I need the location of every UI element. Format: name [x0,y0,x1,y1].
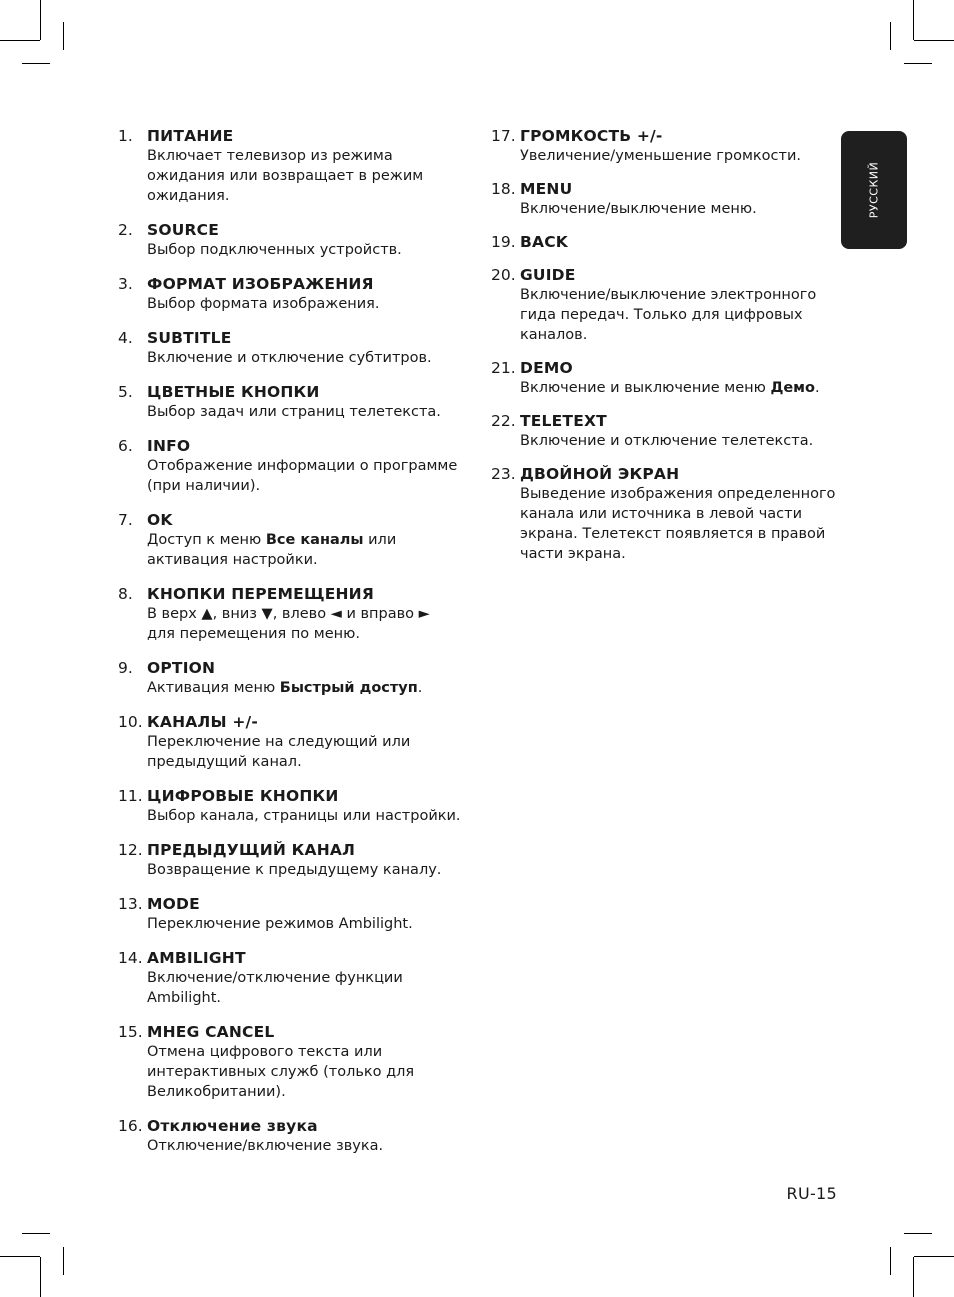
desc-text: . [417,680,423,696]
crop-mark [904,1233,932,1234]
item-title: ГРОМКОСТЬ +/- [520,127,663,145]
item-number: 13. [118,895,143,913]
item-number: 9. [118,659,133,677]
item-number: 5. [118,383,133,401]
desc-text: . [815,380,820,396]
item-title: MENU [520,180,573,198]
list-item [118,382,468,422]
item-title: GUIDE [520,266,576,284]
desc-text: Включение и выключение меню [520,380,771,396]
item-description: Возвращение к предыдущему каналу. [147,862,442,878]
item-title: AMBILIGHT [147,949,246,967]
desc-text: Активация меню [147,680,280,696]
item-title: OK [147,511,173,529]
crop-mark [0,40,40,41]
item-number: 19. [491,233,516,251]
item-title: BACK [520,233,568,251]
item-title: OPTION [147,659,216,677]
item-title: ЦИФРОВЫЕ КНОПКИ [147,787,339,805]
item-number: 3. [118,275,133,293]
item-description: Выбор задач или страниц телетекста. [147,404,441,420]
item-title: SUBTITLE [147,329,232,347]
item-description: Ambilight. [147,990,222,1006]
item-number: 23. [491,465,516,483]
list-item [118,220,468,260]
item-description: Включение/отключение функции [147,970,403,986]
item-description: Включение и отключение телетекста. [520,433,814,449]
list-item [118,894,468,934]
item-description: гида передач. Только для цифровых [520,307,803,323]
item-number: 14. [118,949,143,967]
item-description: Выбор формата изображения. [147,296,380,312]
crop-mark [22,1233,50,1234]
list-item [118,328,468,368]
item-title: SOURCE [147,221,220,239]
language-tab-label: РУССКИЙ [867,161,881,219]
item-description: интерактивных служб (только для [147,1064,415,1080]
item-title: DEMO [520,359,573,377]
desc-text: Доступ к меню [147,532,266,548]
item-title: TELETEXT [520,412,607,430]
item-title: ЦВЕТНЫЕ КНОПКИ [147,383,320,401]
left-column [118,126,468,1156]
item-number: 11. [118,787,143,805]
item-number: 7. [118,511,133,529]
list-item [118,436,468,496]
item-number: 10. [118,713,143,731]
item-title: MODE [147,895,200,913]
list-item [118,1116,468,1156]
page-number: RU-15 [786,1184,837,1203]
item-description: Выбор канала, страницы или настройки. [147,808,461,824]
menu-name: Все каналы [265,532,364,548]
item-title: КНОПКИ ПЕРЕМЕЩЕНИЯ [147,585,374,603]
list-item [118,584,468,644]
item-description: Выведение изображения определенного [520,486,836,502]
item-description: части экрана. [520,546,626,562]
list-item [118,658,468,698]
item-number: 12. [118,841,143,859]
item-title: MHEG CANCEL [147,1023,275,1041]
item-number: 17. [491,127,516,145]
crop-mark [904,63,932,64]
list-item [491,179,836,219]
list-item [491,265,836,345]
list-item [491,358,836,398]
item-description: канала или источника в левой части [520,506,803,522]
item-description: Включение/выключение электронного [520,287,817,303]
language-tab [841,131,907,249]
right-column [491,126,836,564]
item-number: 22. [491,412,516,430]
crop-mark [63,22,64,50]
list-item [118,126,468,206]
item-description: Включение и отключение субтитров. [147,350,432,366]
item-description: Включает телевизор из режима [147,148,393,164]
item-description: Переключение на следующий или [147,734,411,750]
list-item [118,1022,468,1102]
item-description: Включение/выключение меню. [520,201,757,217]
list-item [491,232,836,252]
item-number: 4. [118,329,133,347]
list-item [118,712,468,772]
item-description: активация настройки. [147,552,318,568]
item-description: Отображение информации о программе [147,458,458,474]
item-number: 21. [491,359,516,377]
crop-mark [63,1247,64,1275]
item-number: 8. [118,585,133,603]
item-description: ожидания. [147,188,230,204]
list-item [118,274,468,314]
item-title: ПИТАНИЕ [147,127,234,145]
item-title: ПРЕДЫДУЩИЙ КАНАЛ [147,841,356,859]
menu-name: Демо [770,380,815,396]
item-number: 18. [491,180,516,198]
list-item [118,786,468,826]
item-description: Переключение режимов Ambilight. [147,916,413,932]
list-item [491,126,836,166]
list-item [491,464,836,564]
item-description: для перемещения по меню. [147,626,360,642]
item-description: ожидания или возвращает в режим [147,168,424,184]
item-title: КАНАЛЫ +/- [147,713,259,731]
item-description: Отмена цифрового текста или [147,1044,383,1060]
item-number: 1. [118,127,133,145]
item-description [147,530,468,550]
menu-name: Быстрый доступ [279,680,418,696]
item-title: ФОРМАТ ИЗОБРАЖЕНИЯ [147,275,374,293]
crop-mark [913,1257,914,1297]
item-number: 15. [118,1023,143,1041]
item-number: 2. [118,221,133,239]
item-description: Выбор подключенных устройств. [147,242,402,258]
item-description [147,678,468,698]
crop-mark [913,0,914,40]
crop-mark [40,0,41,40]
item-description [520,378,836,398]
item-description: В верх ▲, вниз ▼, влево ◄ и вправо ► [147,606,430,622]
crop-mark [890,22,891,50]
item-description: Увеличение/уменьшение громкости. [520,148,801,164]
list-item [118,948,468,1008]
list-item [491,411,836,451]
item-title: ДВОЙНОЙ ЭКРАН [520,465,680,483]
crop-mark [22,63,50,64]
item-title: Отключение звука [147,1117,318,1135]
item-number: 16. [118,1117,143,1135]
crop-mark [914,1256,954,1257]
item-description: (при наличии). [147,478,261,494]
item-description: Великобритании). [147,1084,286,1100]
crop-mark [0,1256,40,1257]
item-description: Отключение/включение звука. [147,1138,384,1154]
item-number: 20. [491,266,516,284]
list-item [118,840,468,880]
desc-text: или [363,532,397,548]
item-description: экрана. Телетекст появляется в правой [520,526,826,542]
item-description: каналов. [520,327,588,343]
item-description: предыдущий канал. [147,754,302,770]
crop-mark [890,1247,891,1275]
crop-mark [40,1257,41,1297]
crop-mark [914,40,954,41]
item-number: 6. [118,437,133,455]
list-item [118,510,468,570]
item-title: INFO [147,437,191,455]
